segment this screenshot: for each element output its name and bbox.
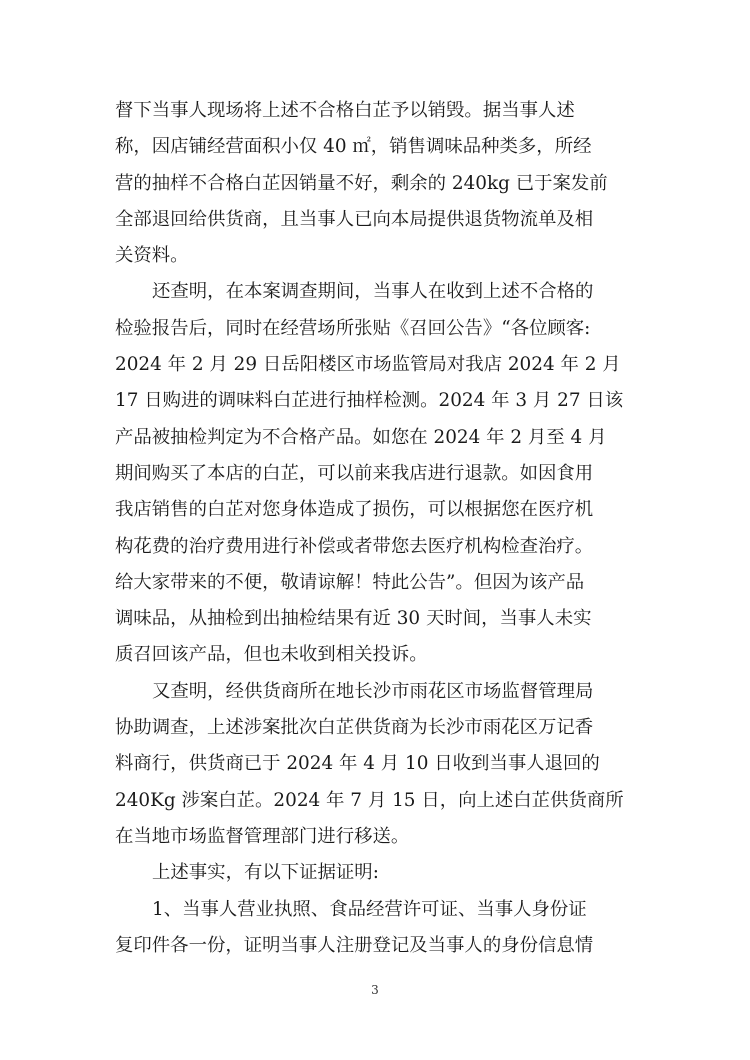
text-line: 240Kg 涉案白芷。2024 年 7 月 15 日，向上述白芷供货商所 [115,789,624,811]
text-line: 复印件各一份，证明当事人注册登记及当事人的身份信息情 [115,934,594,956]
text-line: 调味品，从抽检到出抽检结果有近 30 天时间，当事人未实 [115,608,592,630]
text-line: 称，因店铺经营面积小仅 40 ㎡，销售调味品种类多，所经 [115,136,592,158]
paragraph-start-line: 1、当事人营业执照、食品经营许可证、当事人身份证 [152,898,587,920]
text-line: 在当地市场监督管理部门进行移送。 [115,825,410,847]
text-line: 营的抽样不合格白芷因销量不好，剩余的 240kg 已于案发前 [115,172,608,194]
text-line: 我店销售的白芷对您身体造成了损伤，可以根据您在医疗机 [115,499,594,521]
body-text [115,93,635,964]
text-line: 产品被抽检判定为不合格产品。如您在 2024 年 2 月至 4 月 [115,426,607,448]
text-line: 料商行，供货商已于 2024 年 4 月 10 日收到当事人退回的 [115,753,600,775]
text-line: 构花费的治疗费用进行补偿或者带您去医疗机构检查治疗。 [115,535,594,557]
paragraph-start-line: 又查明，经供货商所在地长沙市雨花区市场监督管理局 [152,680,594,702]
page-number: 3 [371,983,379,997]
text-line: 质召回该产品，但也未收到相关投诉。 [115,644,428,666]
text-line: 全部退回给供货商，且当事人已向本局提供退货物流单及相 [115,208,594,230]
text-line: 检验报告后，同时在经营场所张贴《召回公告》“各位顾客: [115,317,591,339]
text-line: 17 日购进的调味料白芷进行抽样检测。2024 年 3 月 27 日该 [115,390,624,412]
text-line: 2024 年 2 月 29 日岳阳楼区市场监管局对我店 2024 年 2 月 [115,354,621,376]
text-line: 协助调查，上述涉案批次白芷供货商为长沙市雨花区万记香 [115,717,594,739]
text-line: 关资料。 [115,245,189,267]
text-line: 督下当事人现场将上述不合格白芷予以销毁。据当事人述 [115,100,575,121]
text-line: 期间购买了本店的白芷，可以前来我店进行退款。如因食用 [115,462,594,484]
paragraph-start-line: 上述事实，有以下证据证明: [152,862,379,884]
text-line: 给大家带来的不便，敬请谅解！特此公告”。但因为该产品 [115,571,585,593]
paragraph-start-line: 还查明，在本案调查期间，当事人在收到上述不合格的 [152,281,594,303]
